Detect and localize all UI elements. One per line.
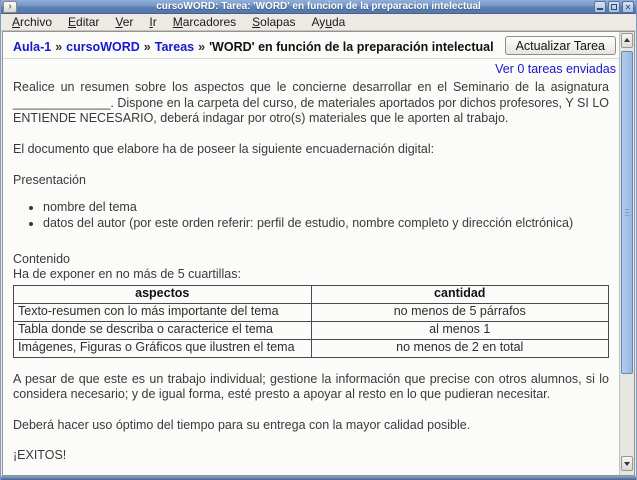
table-row — [14, 303, 609, 321]
requirements-table — [13, 285, 609, 358]
paragraph-deadline: Deberá hacer uso óptimo del tiempo para su entrega con la mayor calidad posible. — [13, 417, 471, 432]
breadcrumb-separator: » — [55, 40, 63, 54]
breadcrumb-item[interactable]: Tareas — [154, 40, 195, 54]
page-content — [3, 32, 619, 475]
update-task-button[interactable]: Actualizar Tarea — [505, 36, 616, 55]
menu-ver[interactable]: Ver — [115, 15, 134, 29]
breadcrumb-item[interactable]: cursoWORD — [66, 40, 140, 54]
list-item: • datos del autor (por este orden referir: perfil de estudio, nombre completo y dirección elctrónica) — [43, 216, 609, 232]
paragraph-document: El documento que elabore ha de poseer la siguiente encuadernación digital: — [13, 141, 435, 156]
arrow-up-icon — [624, 38, 630, 42]
scroll-up-button[interactable] — [621, 33, 633, 48]
scroll-down-button[interactable] — [621, 456, 633, 471]
content-subheading: Ha de exponer en no más de 5 cuartillas: — [13, 267, 241, 281]
maximize-icon — [611, 4, 617, 10]
submissions-row — [3, 59, 619, 76]
column-header: cantidad — [311, 285, 609, 303]
list-item: • nombre del tema — [43, 200, 609, 216]
breadcrumb-item: 'WORD' en función de la preparación intelectual — [209, 40, 494, 54]
menu-ir[interactable]: Ir — [149, 15, 157, 29]
window-border-bottom — [1, 476, 636, 480]
menu-ayuda[interactable]: Ayuda — [311, 15, 346, 29]
vertical-scrollbar[interactable] — [619, 32, 634, 475]
scrollbar-grip-icon — [625, 209, 629, 217]
browser-viewport — [2, 31, 635, 476]
paragraph-exitos: ¡EXITOS! — [13, 448, 67, 462]
menu-editar[interactable]: Editar — [68, 15, 100, 29]
table-cell: Imágenes, Figuras o Gráficos que ilustren el tema — [14, 339, 312, 357]
table-cell: no menos de 5 párrafos — [311, 303, 609, 321]
arrow-down-icon — [624, 462, 630, 466]
window-menu-icon: › — [8, 1, 12, 12]
window-title: cursoWORD: Tarea: 'WORD' en funcion de la preparacion intelectual — [156, 1, 481, 12]
menubar — [1, 14, 636, 31]
view-submissions-link[interactable]: Ver 0 tareas enviadas — [495, 62, 616, 76]
breadcrumb — [13, 40, 494, 54]
table-cell: al menos 1 — [311, 321, 609, 339]
breadcrumb-separator: » — [198, 40, 206, 54]
window-controls — [594, 1, 634, 13]
maximize-button[interactable] — [608, 1, 620, 13]
table-cell: Tabla donde se describa o caracterice el tema — [14, 321, 312, 339]
task-description — [3, 80, 619, 464]
table-row — [14, 339, 609, 357]
breadcrumb-row — [3, 32, 619, 59]
breadcrumb-item[interactable]: Aula-1 — [13, 40, 52, 54]
menu-marcadores[interactable]: Marcadores — [172, 15, 237, 29]
content-block — [13, 252, 609, 283]
table-row — [14, 321, 609, 339]
table-cell: Texto-resumen con lo más importante del tema — [14, 303, 312, 321]
close-button[interactable] — [622, 1, 634, 13]
window-menu-button[interactable] — [3, 1, 17, 13]
presentation-heading: Presentación — [13, 173, 86, 187]
minimize-icon — [597, 8, 603, 10]
paragraph-intro: Realice un resumen sobre los aspectos que le concierne desarrollar en el Seminario de la asignatura ______________. Dispone en la carpeta del curso, de materiales aportados por dichos profesores, Y SI LO ENTIENDE NECESARIO, deberá indagar por otro(s) materiales que le aporten al trabajo. — [13, 80, 609, 125]
close-icon: ✕ — [624, 3, 632, 12]
breadcrumb-separator: » — [143, 40, 151, 54]
table-cell: no menos de 2 en total — [311, 339, 609, 357]
column-header: aspectos — [14, 285, 312, 303]
scrollbar-thumb[interactable] — [621, 51, 633, 374]
minimize-button[interactable] — [594, 1, 606, 13]
presentation-list — [13, 200, 609, 232]
menu-solapas[interactable]: Solapas — [252, 15, 296, 29]
titlebar[interactable] — [1, 0, 636, 14]
content-heading: Contenido — [13, 251, 70, 266]
paragraph-collaboration: A pesar de que este es un trabajo individual; gestione la información que precise con otros alumnos, si lo considera necesario; y de igual forma, esté presto a apoyar al resto en lo que pudieran necesitar. — [13, 371, 609, 401]
menu-archivo[interactable]: Archivo — [12, 15, 53, 29]
